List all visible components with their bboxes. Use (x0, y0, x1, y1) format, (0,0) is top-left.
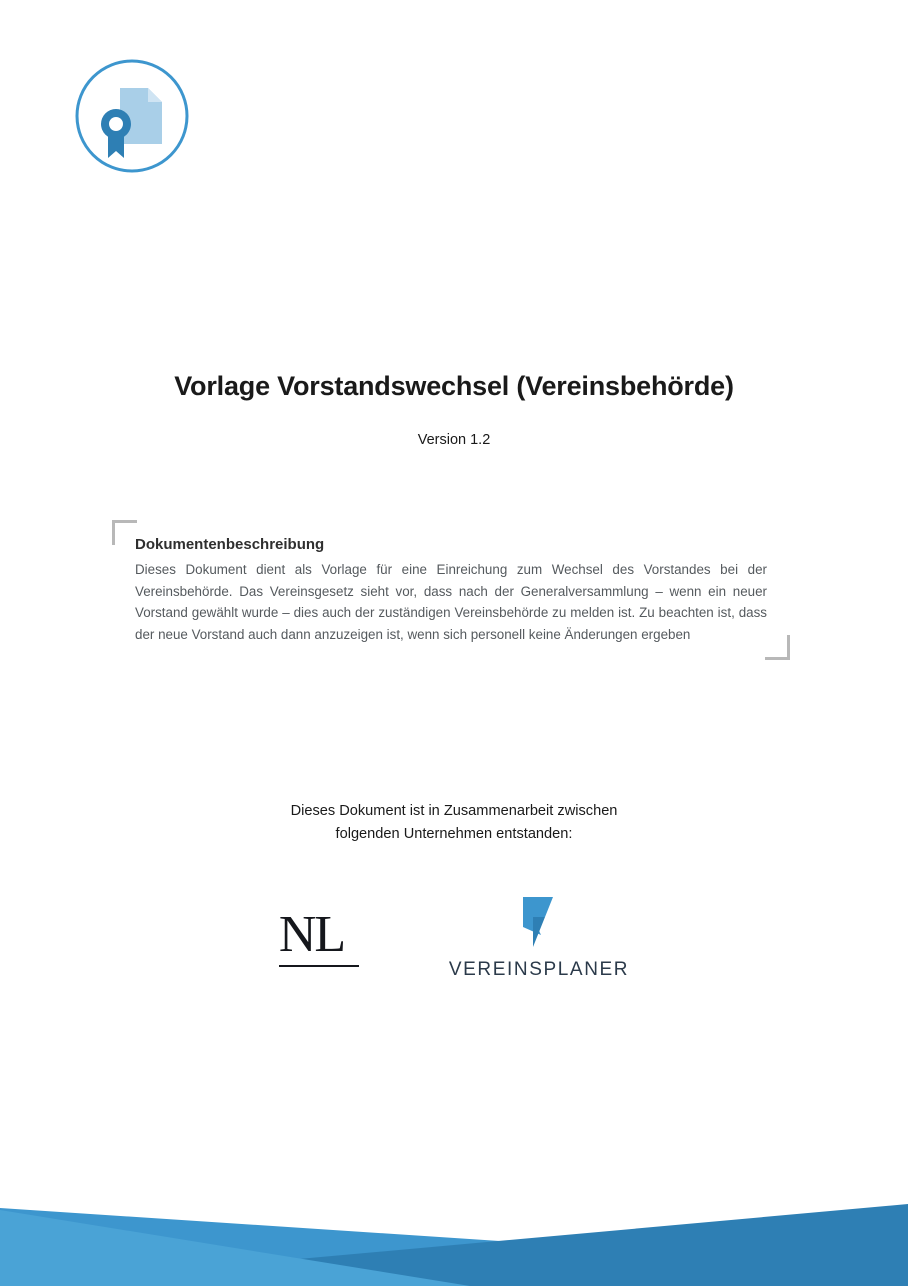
collaboration-note-line-2: folgenden Unternehmen entstanden: (335, 825, 573, 842)
vereinsplaner-flag-logo (513, 895, 565, 953)
document-description-box (112, 520, 790, 660)
vereinsplaner-wordmark: VEREINSPLANER (448, 959, 630, 980)
document-seal-icon (74, 58, 190, 174)
collaboration-note (0, 800, 908, 845)
description-text: Dieses Dokument dient als Vorlage für eine Einreichung zum Wechsel des Vorstandes bei der Vereinsbehörde. Das Vereinsgesetz sieht vor, dass nach der Generalversammlung – wenn ein neuer Vorstand gewählt wurde – dies auch der zuständigen Vereinsbehörde zu melden ist. Zu beachten ist, dass der neue Vorstand auch dann anzuzeigen ist, wenn sich personell keine Änderungen ergeben (135, 562, 767, 643)
bracket-corner-top-left-icon (112, 520, 137, 545)
page-title: Vorlage Vorstandswechsel (Vereinsbehörde) (174, 371, 734, 401)
collaboration-note-line-1: Dieses Dokument ist in Zusammenarbeit zwischen (290, 803, 618, 819)
partner-nl (278, 906, 359, 967)
footer-decoration (0, 1086, 908, 1286)
nl-underline (279, 965, 359, 967)
description-heading: Dokumentenbeschreibung (135, 536, 325, 553)
bracket-corner-bottom-right-icon (765, 635, 790, 660)
partner-logos (0, 895, 908, 981)
title-block (0, 370, 908, 448)
nl-monogram-logo (278, 906, 359, 967)
partner-vereinsplaner (449, 895, 629, 981)
document-version: Version 1.2 (417, 432, 491, 449)
nl-monogram-text: NL (278, 906, 345, 964)
